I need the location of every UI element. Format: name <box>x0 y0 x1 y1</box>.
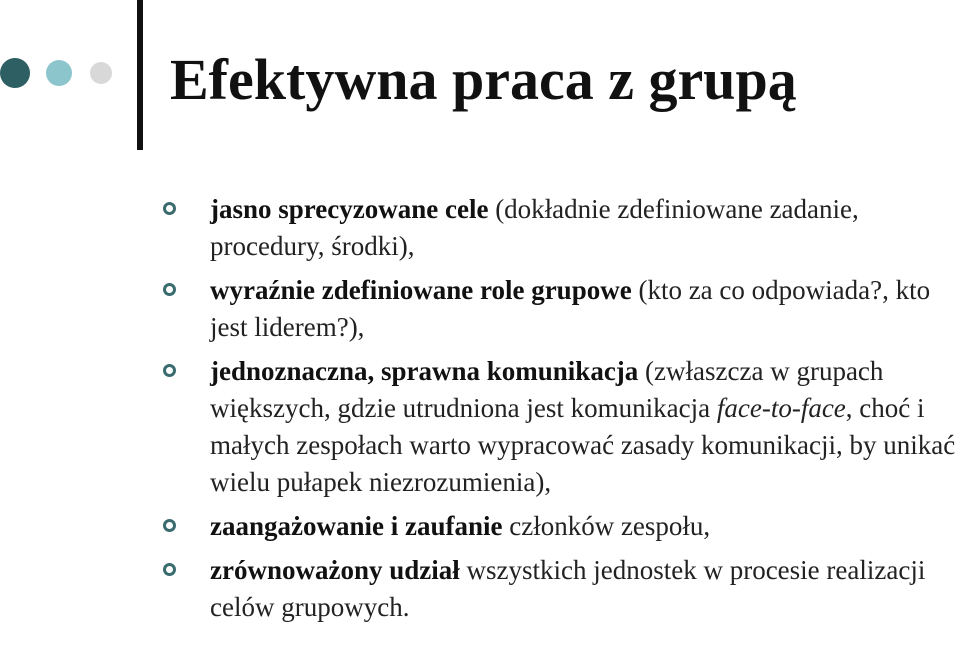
item-text: (dokładnie zdefiniowane zadanie, procedury, środki), <box>210 194 859 261</box>
title-divider-bar <box>137 0 143 150</box>
list-item <box>210 353 958 501</box>
list-item <box>210 508 958 545</box>
hollow-circle-icon <box>163 202 176 215</box>
light-teal-dot-icon <box>46 60 72 86</box>
item-bold-text: jednoznaczna, sprawna komunikacja <box>210 356 639 386</box>
hollow-circle-icon <box>163 519 176 532</box>
item-text: wszystkich jednostek w procesie realizacji celów grupowych. <box>210 555 926 622</box>
list-item <box>210 191 958 265</box>
item-text: członków zespołu, <box>502 511 711 541</box>
item-text: (kto za co odpowiada?, kto jest liderem?), <box>210 275 931 342</box>
bullet-list <box>210 191 958 633</box>
item-italic-text: face-to-face <box>716 393 846 423</box>
decorative-dots <box>0 56 130 96</box>
gray-dot-icon <box>90 62 112 84</box>
item-text: (zwłaszcza w grupach większych, gdzie utrudniona jest komunikacja <box>210 356 884 423</box>
hollow-circle-icon <box>163 364 176 377</box>
item-bold-text: zrównoważony udział <box>210 555 460 585</box>
item-text-continued: , choć i małych zespołach warto wypracować zasady komunikacji, by unikać wielu pułapek niezrozumienia), <box>210 393 956 497</box>
item-bold-text: wyraźnie zdefiniowane role grupowe <box>210 275 632 305</box>
item-bold-text: jasno sprecyzowane cele <box>210 194 489 224</box>
list-item <box>210 272 958 346</box>
hollow-circle-icon <box>163 563 176 576</box>
slide-title: Efektywna praca z grupą <box>170 47 797 112</box>
hollow-circle-icon <box>163 283 176 296</box>
list-item <box>210 552 958 626</box>
dark-teal-dot-icon <box>0 58 30 88</box>
item-bold-text: zaangażowanie i zaufanie <box>210 511 503 541</box>
